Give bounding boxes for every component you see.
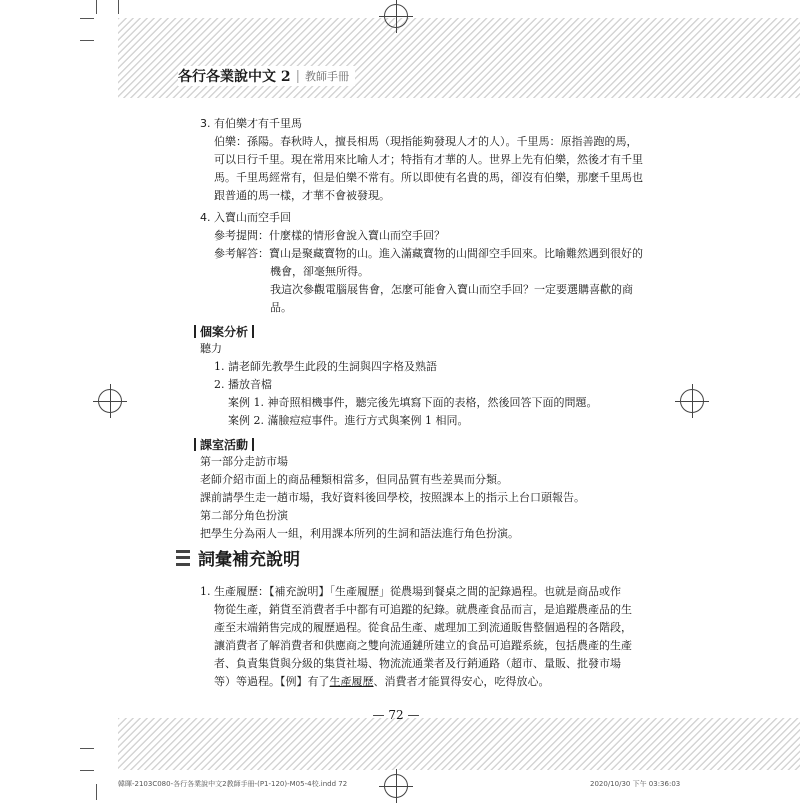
item-4-answer-line: 機會，卻毫無所得。: [270, 265, 369, 278]
vocab-heading: [176, 545, 300, 570]
case-analysis-line: 案例 1. 神奇照相機事件，聽完後先填寫下面的表格，然後回答下面的問題。: [228, 396, 598, 409]
crop-mark: [80, 18, 94, 19]
crop-mark: [96, 0, 97, 14]
class-activity-line: 老師介紹市面上的商品種類相當多，但同品質有些差異而分類。: [200, 473, 508, 486]
print-slug-filename: 韓暉-2103C080-各行各業說中文2教師手冊-(P1-120)-M05-4校.indd 72: [118, 780, 348, 788]
footer-hatch-band: [118, 718, 800, 770]
class-activity-heading: [190, 436, 258, 453]
item-4-answer-line: 參考解答：寶山是聚藏寶物的山。進入滿藏寶物的山間卻空手回來。比喻難然遇到很好的: [214, 247, 643, 260]
class-activity-line: 課前請學生走一趟市場，我好資料後回學校，按照課本上的指示上台口頭報告。: [200, 491, 585, 504]
heading-bar-left: [194, 325, 196, 338]
case-analysis-line: 聽力: [200, 342, 222, 355]
registration-mark-icon: [680, 389, 704, 413]
crop-mark: [80, 40, 94, 41]
vocab-line: 1. 生產履歷：【補充說明】「生產履歷」從農場到餐桌之間的記錄過程。也就是商品或作: [200, 585, 621, 598]
registration-mark-icon: [384, 774, 408, 798]
item-3-line: 跟普通的馬一樣，才華不會被發現。: [214, 189, 390, 202]
crop-mark: [96, 784, 97, 800]
vocab-example-term: 生產履歷: [329, 675, 374, 688]
class-activity-heading-text: 課室活動: [200, 438, 249, 452]
item-3-line: 可以日行千里。現在常用來比喻人才；特指有才華的人。世界上先有伯樂，然後才有千里: [214, 153, 643, 166]
vocab-heading-text: 詞彙補充說明: [198, 550, 300, 570]
book-title: 各行各業說中文 2: [178, 69, 291, 85]
item-3-line: 馬。千里馬經常有，但是伯樂不常有。所以即使有名貴的馬，卻沒有伯樂，那麼千里馬也: [214, 171, 643, 184]
crop-mark: [80, 770, 94, 771]
item-3-line: 伯樂：孫陽。春秋時人，擅長相馬（現指能夠發現人才的人）。千里馬：原指善跑的馬，: [214, 135, 638, 148]
case-analysis-heading-text: 個案分析: [200, 325, 249, 339]
manual-label: 教師手冊: [305, 70, 350, 83]
vocab-line: 者、負責集貨與分級的集貨社場、物流流通業者及行銷通路（超市、量販、批發市場: [214, 657, 621, 670]
vocab-line: 物從生產，銷貨至消費者手中都有可追蹤的紀錄。就農產食品而言，是追蹤農產品的生: [214, 603, 632, 616]
item-3-title: 3. 有伯樂才有千里馬: [200, 117, 302, 130]
stacked-bars-icon: [176, 550, 190, 566]
case-analysis-line: 案例 2. 滿臉痘痘事件。進行方式與案例 1 相同。: [228, 414, 469, 427]
vocab-example-rest: 、消費者才能買得安心，吃得放心。: [373, 675, 550, 688]
heading-bar-right: [252, 438, 254, 451]
crop-mark: [118, 0, 119, 14]
case-analysis-line: 2. 播放音檔: [214, 378, 272, 391]
vocab-line: 讓消費者了解消費者和供應商之雙向流通鏈所建立的食品可追蹤系統，包括農產的生產: [214, 639, 632, 652]
header-separator: |: [295, 68, 301, 84]
page-number: — 72 —: [372, 708, 420, 722]
crop-mark: [80, 748, 94, 749]
vocab-example-line: [214, 673, 550, 691]
item-4-question: 參考提問：什麼樣的情形會說入寶山而空手回？: [214, 229, 445, 242]
vocab-example-lead: 等）等過程。【例】有了: [214, 675, 330, 688]
print-slug-timestamp: 2020/10/30 下午 03:36:03: [590, 780, 681, 788]
class-activity-line: 把學生分為兩人一組，利用課本所列的生詞和語法進行角色扮演。: [200, 527, 519, 540]
class-activity-line: 第二部分角色扮演: [200, 509, 288, 522]
registration-mark-icon: [384, 4, 408, 28]
header-hatch-band: [118, 18, 800, 98]
item-4-answer-line: 品。: [270, 301, 292, 314]
item-4-answer-line: 我這次參觀電腦展售會，怎麼可能會入寶山而空手回？一定要選購喜歡的商: [270, 283, 633, 296]
vocab-line: 產至末端銷售完成的履歷過程。從食品生產、處理加工到流通販售整個過程的各階段，: [214, 621, 632, 634]
heading-bar-right: [252, 325, 254, 338]
registration-mark-icon: [98, 389, 122, 413]
case-analysis-heading: [190, 323, 258, 340]
case-analysis-line: 1. 請老師先教學生此段的生詞與四字格及熟語: [214, 360, 437, 373]
class-activity-line: 第一部分走訪市場: [200, 455, 288, 468]
running-header: [178, 66, 355, 86]
heading-bar-left: [194, 438, 196, 451]
item-4-title: 4. 入寶山而空手回: [200, 211, 291, 224]
